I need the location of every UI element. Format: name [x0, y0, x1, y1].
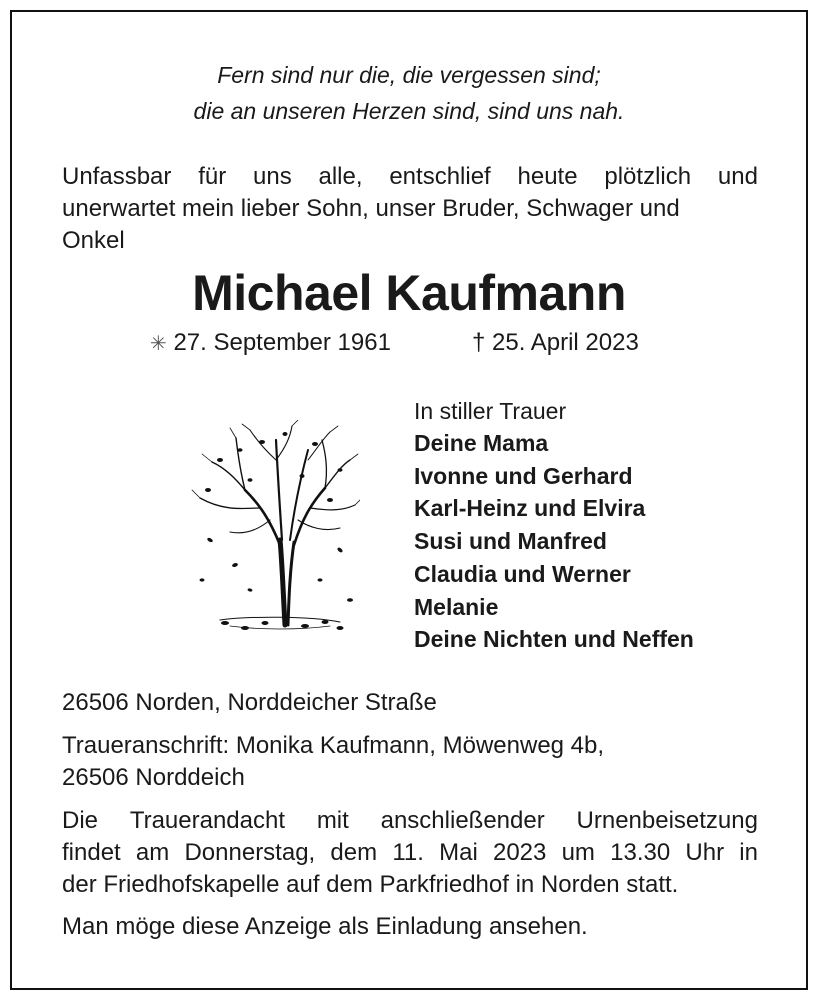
service-word: Trauerandacht — [129, 807, 286, 834]
service-word: 2023 — [492, 839, 547, 866]
intro-word: für — [198, 163, 227, 190]
mourners-block — [414, 395, 694, 656]
service-word: findet — [62, 839, 121, 866]
mourner-name: Susi und Manfred — [414, 528, 607, 555]
service-word: Donnerstag, — [184, 839, 316, 866]
death-date-text: 25. April 2023 — [492, 329, 639, 356]
intro-word: und — [717, 163, 758, 190]
service-word: Mai — [439, 839, 478, 866]
mourner-name: Melanie — [414, 593, 499, 620]
intro-line-3: Onkel — [62, 227, 125, 254]
service-word: in — [739, 839, 758, 866]
death-date — [472, 328, 639, 358]
service-word: am — [135, 839, 170, 866]
intro-word: uns — [253, 163, 292, 190]
mourner-name: Claudia und Werner — [414, 560, 631, 587]
death-cross-icon: † — [472, 329, 486, 356]
mourning-address-line-1: Traueranschrift: Monika Kaufmann, Möwenweg 4b, — [62, 732, 605, 759]
mourner-name: Deine Nichten und Neffen — [414, 626, 694, 653]
birth-date — [150, 328, 391, 359]
service-line-3: der Friedhofskapelle auf dem Parkfriedhof in Norden statt. — [62, 871, 679, 898]
service-word: anschließender — [380, 807, 545, 834]
service-line-1 — [62, 806, 758, 836]
service-word: Uhr — [685, 839, 725, 866]
intro-word: Unfassbar — [62, 163, 172, 190]
quote-line-1: Fern sind nur die, die vergessen sind; — [217, 62, 601, 88]
service-word: mit — [316, 807, 349, 834]
intro-word: plötzlich — [604, 163, 692, 190]
tree-with-falling-leaves-icon — [190, 420, 360, 650]
service-word: 13.30 — [610, 839, 671, 866]
birth-date-text: 27. September 1961 — [173, 329, 391, 356]
service-word: Die — [62, 807, 99, 834]
mourner-name: Ivonne und Gerhard — [414, 462, 633, 489]
mourner-name: Karl-Heinz und Elvira — [414, 495, 646, 522]
service-word: 11. — [392, 839, 424, 866]
intro-word: alle, — [318, 163, 363, 190]
closing-note: Man möge diese Anzeige als Einladung ansehen. — [62, 913, 588, 940]
service-word: Urnenbeisetzung — [576, 807, 758, 834]
intro-word: heute — [517, 163, 578, 190]
intro-line-2: unerwartet mein lieber Sohn, unser Bruder, Schwager und — [62, 195, 680, 222]
intro-word: entschlief — [389, 163, 491, 190]
mourner-name: Deine Mama — [414, 430, 549, 456]
intro-line-1 — [62, 162, 758, 192]
deceased-name: Michael Kaufmann — [192, 265, 626, 321]
birth-star-icon: ✳ — [150, 333, 167, 355]
quote-line-2: die an unseren Herzen sind, sind uns nah. — [193, 98, 625, 124]
mourners-intro: In stiller Trauer — [414, 398, 567, 424]
residence-address: 26506 Norden, Norddeicher Straße — [62, 689, 437, 716]
service-word: dem — [330, 839, 378, 866]
service-word: um — [561, 839, 595, 866]
mourning-address-line-2: 26506 Norddeich — [62, 764, 245, 791]
service-line-2 — [62, 838, 758, 868]
